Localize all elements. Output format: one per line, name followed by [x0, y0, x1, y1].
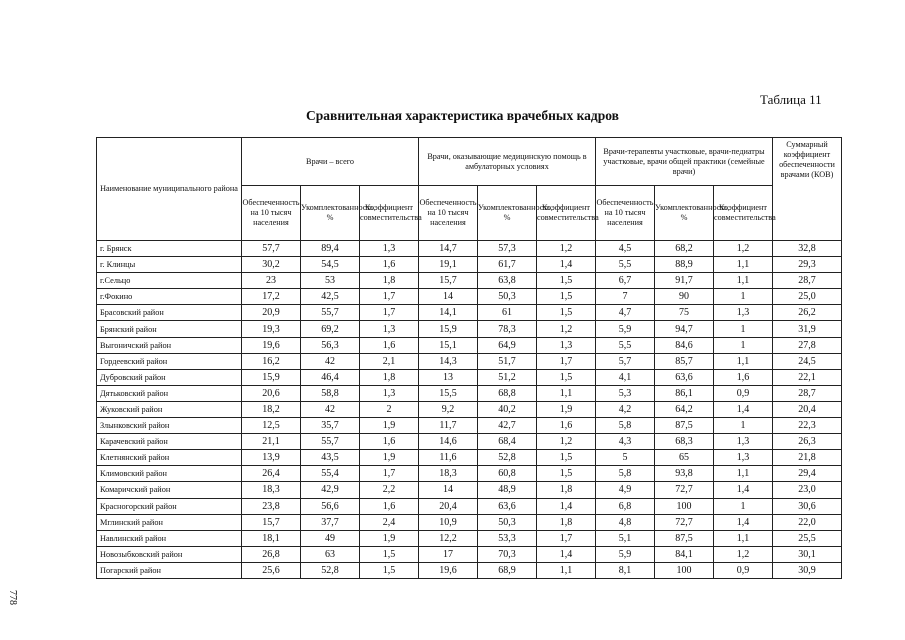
- value-cell: 1,9: [360, 450, 419, 466]
- value-cell: 1,8: [360, 369, 419, 385]
- value-cell: 90: [655, 289, 714, 305]
- value-cell: 37,7: [301, 514, 360, 530]
- value-cell: 57,7: [242, 241, 301, 257]
- district-name-cell: Жуковский район: [97, 401, 242, 417]
- value-cell: 23,8: [242, 498, 301, 514]
- value-cell: 6,8: [596, 498, 655, 514]
- value-cell: 2,4: [360, 514, 419, 530]
- value-cell: 89,4: [301, 241, 360, 257]
- value-cell: 1: [714, 418, 773, 434]
- value-cell: 1,2: [537, 434, 596, 450]
- district-name-cell: Брянский район: [97, 321, 242, 337]
- value-cell: 1,5: [537, 273, 596, 289]
- value-cell: 55,4: [301, 466, 360, 482]
- value-cell: 19,1: [419, 257, 478, 273]
- value-cell: 72,7: [655, 482, 714, 498]
- value-cell: 1,1: [714, 530, 773, 546]
- value-cell: 64,9: [478, 337, 537, 353]
- table-row: [97, 401, 842, 417]
- value-cell: 53: [301, 273, 360, 289]
- value-cell: 1,5: [537, 450, 596, 466]
- value-cell: 25,6: [242, 562, 301, 578]
- district-name-cell: Дубровский район: [97, 369, 242, 385]
- value-cell: 1,3: [714, 434, 773, 450]
- value-cell: 1,6: [360, 434, 419, 450]
- value-cell: 12,5: [242, 418, 301, 434]
- table-row: [97, 514, 842, 530]
- value-cell: 78,3: [478, 321, 537, 337]
- value-cell: 68,2: [655, 241, 714, 257]
- value-cell: 70,3: [478, 546, 537, 562]
- value-cell: 55,7: [301, 434, 360, 450]
- value-cell: 1,3: [360, 241, 419, 257]
- value-cell: 42,7: [478, 418, 537, 434]
- value-cell: 30,1: [773, 546, 842, 562]
- value-cell: 35,7: [301, 418, 360, 434]
- value-cell: 10,9: [419, 514, 478, 530]
- value-cell: 24,5: [773, 353, 842, 369]
- value-cell: 5,7: [596, 353, 655, 369]
- value-cell: 4,8: [596, 514, 655, 530]
- header-provision: Обеспеченность на 10 тысяч населения: [596, 186, 655, 241]
- table-row: [97, 257, 842, 273]
- value-cell: 93,8: [655, 466, 714, 482]
- table-row: [97, 305, 842, 321]
- value-cell: 22,3: [773, 418, 842, 434]
- value-cell: 5,5: [596, 257, 655, 273]
- value-cell: 65: [655, 450, 714, 466]
- table-body: [97, 241, 842, 579]
- value-cell: 14,1: [419, 305, 478, 321]
- value-cell: 19,6: [419, 562, 478, 578]
- value-cell: 4,1: [596, 369, 655, 385]
- district-name-cell: Злынковский район: [97, 418, 242, 434]
- value-cell: 8,1: [596, 562, 655, 578]
- value-cell: 15,5: [419, 385, 478, 401]
- value-cell: 1,1: [714, 466, 773, 482]
- value-cell: 1,1: [537, 562, 596, 578]
- table-row: [97, 353, 842, 369]
- value-cell: 86,1: [655, 385, 714, 401]
- value-cell: 48,9: [478, 482, 537, 498]
- district-name-cell: Гордеевский район: [97, 353, 242, 369]
- table-row: [97, 289, 842, 305]
- value-cell: 15,9: [242, 369, 301, 385]
- value-cell: 5,1: [596, 530, 655, 546]
- value-cell: 68,8: [478, 385, 537, 401]
- value-cell: 75: [655, 305, 714, 321]
- value-cell: 6,7: [596, 273, 655, 289]
- value-cell: 1,7: [537, 353, 596, 369]
- value-cell: 14,3: [419, 353, 478, 369]
- value-cell: 20,4: [773, 401, 842, 417]
- value-cell: 1: [714, 498, 773, 514]
- value-cell: 1,2: [537, 241, 596, 257]
- table-row: [97, 418, 842, 434]
- district-name-cell: Климовский район: [97, 466, 242, 482]
- value-cell: 1,4: [537, 257, 596, 273]
- value-cell: 27,8: [773, 337, 842, 353]
- district-name-cell: г. Клинцы: [97, 257, 242, 273]
- value-cell: 1,5: [537, 305, 596, 321]
- value-cell: 50,3: [478, 289, 537, 305]
- value-cell: 1,7: [360, 305, 419, 321]
- value-cell: 1,5: [537, 466, 596, 482]
- header-group-all-doctors: Врачи – всего: [242, 138, 419, 186]
- district-name-cell: Дятьковский район: [97, 385, 242, 401]
- value-cell: 18,3: [419, 466, 478, 482]
- page-number: 778: [7, 590, 18, 605]
- table-row: [97, 385, 842, 401]
- value-cell: 68,3: [655, 434, 714, 450]
- value-cell: 72,7: [655, 514, 714, 530]
- value-cell: 69,2: [301, 321, 360, 337]
- value-cell: 1,3: [360, 385, 419, 401]
- value-cell: 51,7: [478, 353, 537, 369]
- table-row: [97, 466, 842, 482]
- value-cell: 52,8: [478, 450, 537, 466]
- value-cell: 4,7: [596, 305, 655, 321]
- value-cell: 1,5: [360, 562, 419, 578]
- value-cell: 26,3: [773, 434, 842, 450]
- value-cell: 30,9: [773, 562, 842, 578]
- value-cell: 42,5: [301, 289, 360, 305]
- value-cell: 56,6: [301, 498, 360, 514]
- value-cell: 87,5: [655, 418, 714, 434]
- value-cell: 58,8: [301, 385, 360, 401]
- table-row: [97, 273, 842, 289]
- header-coefficient: Коэффициент совместительства: [360, 186, 419, 241]
- header-staffing: Укомплектованность, %: [655, 186, 714, 241]
- value-cell: 1: [714, 289, 773, 305]
- table-row: [97, 498, 842, 514]
- table-row: [97, 482, 842, 498]
- table-row: [97, 450, 842, 466]
- value-cell: 42,9: [301, 482, 360, 498]
- value-cell: 1,3: [360, 321, 419, 337]
- value-cell: 61,7: [478, 257, 537, 273]
- value-cell: 40,2: [478, 401, 537, 417]
- header-provision: Обеспеченность на 10 тысяч населения: [419, 186, 478, 241]
- value-cell: 1,4: [714, 482, 773, 498]
- value-cell: 53,3: [478, 530, 537, 546]
- district-name-cell: Новозыбковский район: [97, 546, 242, 562]
- value-cell: 1,9: [360, 530, 419, 546]
- value-cell: 17: [419, 546, 478, 562]
- value-cell: 26,2: [773, 305, 842, 321]
- district-name-cell: г.Фокино: [97, 289, 242, 305]
- value-cell: 55,7: [301, 305, 360, 321]
- value-cell: 5,5: [596, 337, 655, 353]
- value-cell: 56,3: [301, 337, 360, 353]
- value-cell: 1,9: [360, 418, 419, 434]
- value-cell: 2: [360, 401, 419, 417]
- value-cell: 15,9: [419, 321, 478, 337]
- value-cell: 1,3: [714, 450, 773, 466]
- value-cell: 17,2: [242, 289, 301, 305]
- value-cell: 100: [655, 562, 714, 578]
- value-cell: 14,7: [419, 241, 478, 257]
- value-cell: 18,2: [242, 401, 301, 417]
- value-cell: 94,7: [655, 321, 714, 337]
- value-cell: 20,4: [419, 498, 478, 514]
- value-cell: 46,4: [301, 369, 360, 385]
- district-name-cell: г. Брянск: [97, 241, 242, 257]
- value-cell: 91,7: [655, 273, 714, 289]
- value-cell: 100: [655, 498, 714, 514]
- value-cell: 1,1: [714, 353, 773, 369]
- value-cell: 50,3: [478, 514, 537, 530]
- value-cell: 64,2: [655, 401, 714, 417]
- value-cell: 61: [478, 305, 537, 321]
- value-cell: 51,2: [478, 369, 537, 385]
- table-row: [97, 434, 842, 450]
- value-cell: 68,9: [478, 562, 537, 578]
- document-title: Сравнительная характеристика врачебных кадров: [306, 108, 619, 123]
- value-cell: 11,7: [419, 418, 478, 434]
- value-cell: 1,8: [537, 514, 596, 530]
- value-cell: 43,5: [301, 450, 360, 466]
- value-cell: 88,9: [655, 257, 714, 273]
- value-cell: 49: [301, 530, 360, 546]
- value-cell: 2,2: [360, 482, 419, 498]
- value-cell: 5,8: [596, 466, 655, 482]
- value-cell: 31,9: [773, 321, 842, 337]
- district-name-cell: г.Сельцо: [97, 273, 242, 289]
- value-cell: 1,7: [360, 466, 419, 482]
- value-cell: 5,9: [596, 321, 655, 337]
- value-cell: 1,1: [714, 273, 773, 289]
- value-cell: 1,4: [714, 401, 773, 417]
- value-cell: 1,8: [537, 482, 596, 498]
- value-cell: 0,9: [714, 562, 773, 578]
- district-name-cell: Брасовский район: [97, 305, 242, 321]
- district-name-cell: Карачевский район: [97, 434, 242, 450]
- value-cell: 4,3: [596, 434, 655, 450]
- value-cell: 5,3: [596, 385, 655, 401]
- table-number-label: Таблица 11: [760, 92, 822, 107]
- district-name-cell: Навлинский район: [97, 530, 242, 546]
- value-cell: 42: [301, 401, 360, 417]
- district-name-cell: Мглинский район: [97, 514, 242, 530]
- value-cell: 1,1: [714, 257, 773, 273]
- value-cell: 1,5: [537, 289, 596, 305]
- value-cell: 63,8: [478, 273, 537, 289]
- value-cell: 4,2: [596, 401, 655, 417]
- value-cell: 28,7: [773, 385, 842, 401]
- value-cell: 63,6: [478, 498, 537, 514]
- table-row: [97, 369, 842, 385]
- value-cell: 1,2: [714, 546, 773, 562]
- value-cell: 13: [419, 369, 478, 385]
- table-row: [97, 530, 842, 546]
- table-row: [97, 337, 842, 353]
- value-cell: 84,1: [655, 546, 714, 562]
- value-cell: 1,9: [537, 401, 596, 417]
- value-cell: 1,6: [360, 257, 419, 273]
- value-cell: 42: [301, 353, 360, 369]
- value-cell: 25,5: [773, 530, 842, 546]
- value-cell: 2,1: [360, 353, 419, 369]
- value-cell: 4,5: [596, 241, 655, 257]
- value-cell: 84,6: [655, 337, 714, 353]
- value-cell: 1: [714, 321, 773, 337]
- value-cell: 20,9: [242, 305, 301, 321]
- value-cell: 1: [714, 337, 773, 353]
- header-group-ambulatory: Врачи, оказывающие медицинскую помощь в амбулаторных условиях: [419, 138, 596, 186]
- value-cell: 11,6: [419, 450, 478, 466]
- table-row: [97, 546, 842, 562]
- value-cell: 54,5: [301, 257, 360, 273]
- value-cell: 63,6: [655, 369, 714, 385]
- value-cell: 1,6: [714, 369, 773, 385]
- value-cell: 29,4: [773, 466, 842, 482]
- value-cell: 57,3: [478, 241, 537, 257]
- header-group-therapists: Врачи-терапевты участковые, врачи-педиатры участковые, врачи общей практики (семейные врачи): [596, 138, 773, 186]
- value-cell: 26,8: [242, 546, 301, 562]
- table-row: [97, 321, 842, 337]
- value-cell: 1,4: [714, 514, 773, 530]
- value-cell: 26,4: [242, 466, 301, 482]
- value-cell: 1,7: [537, 530, 596, 546]
- district-name-cell: Клетнянский район: [97, 450, 242, 466]
- value-cell: 1,5: [360, 546, 419, 562]
- value-cell: 16,2: [242, 353, 301, 369]
- value-cell: 1,6: [537, 418, 596, 434]
- value-cell: 29,3: [773, 257, 842, 273]
- value-cell: 1,8: [360, 273, 419, 289]
- value-cell: 14: [419, 289, 478, 305]
- value-cell: 85,7: [655, 353, 714, 369]
- value-cell: 60,8: [478, 466, 537, 482]
- value-cell: 9,2: [419, 401, 478, 417]
- value-cell: 20,6: [242, 385, 301, 401]
- value-cell: 18,3: [242, 482, 301, 498]
- value-cell: 13,9: [242, 450, 301, 466]
- table-row: [97, 241, 842, 257]
- value-cell: 1,7: [360, 289, 419, 305]
- header-district: Наименование муниципального района: [97, 138, 242, 241]
- value-cell: 1,6: [360, 498, 419, 514]
- value-cell: 1,5: [537, 369, 596, 385]
- value-cell: 1,2: [537, 321, 596, 337]
- table-row: [97, 562, 842, 578]
- doctors-comparison-table: [96, 137, 842, 579]
- value-cell: 1,3: [537, 337, 596, 353]
- value-cell: 14,6: [419, 434, 478, 450]
- value-cell: 1,4: [537, 498, 596, 514]
- value-cell: 68,4: [478, 434, 537, 450]
- header-staffing: Укомплектованность, %: [301, 186, 360, 241]
- value-cell: 25,0: [773, 289, 842, 305]
- value-cell: 19,6: [242, 337, 301, 353]
- value-cell: 15,7: [419, 273, 478, 289]
- value-cell: 63: [301, 546, 360, 562]
- value-cell: 30,6: [773, 498, 842, 514]
- value-cell: 15,1: [419, 337, 478, 353]
- value-cell: 52,8: [301, 562, 360, 578]
- value-cell: 1,3: [714, 305, 773, 321]
- value-cell: 7: [596, 289, 655, 305]
- value-cell: 18,1: [242, 530, 301, 546]
- header-provision: Обеспеченность на 10 тысяч населения: [242, 186, 301, 241]
- district-name-cell: Выгоничский район: [97, 337, 242, 353]
- district-name-cell: Комаричский район: [97, 482, 242, 498]
- value-cell: 15,7: [242, 514, 301, 530]
- value-cell: 21,8: [773, 450, 842, 466]
- header-coefficient: Коэффициент совместительства: [714, 186, 773, 241]
- value-cell: 22,1: [773, 369, 842, 385]
- value-cell: 21,1: [242, 434, 301, 450]
- value-cell: 14: [419, 482, 478, 498]
- value-cell: 5: [596, 450, 655, 466]
- value-cell: 23: [242, 273, 301, 289]
- value-cell: 23,0: [773, 482, 842, 498]
- value-cell: 22,0: [773, 514, 842, 530]
- district-name-cell: Погарский район: [97, 562, 242, 578]
- value-cell: 1,4: [537, 546, 596, 562]
- value-cell: 12,2: [419, 530, 478, 546]
- header-staffing: Укомплектованность, %: [478, 186, 537, 241]
- district-name-cell: Красногорский район: [97, 498, 242, 514]
- value-cell: 28,7: [773, 273, 842, 289]
- value-cell: 4,9: [596, 482, 655, 498]
- value-cell: 0,9: [714, 385, 773, 401]
- value-cell: 5,8: [596, 418, 655, 434]
- value-cell: 5,9: [596, 546, 655, 562]
- value-cell: 1,6: [360, 337, 419, 353]
- value-cell: 30,2: [242, 257, 301, 273]
- value-cell: 1,2: [714, 241, 773, 257]
- header-kov: Суммарный коэффициент обеспеченности врачами (КОВ): [773, 138, 842, 241]
- value-cell: 87,5: [655, 530, 714, 546]
- header-coefficient: Коэффициент совместительства: [537, 186, 596, 241]
- value-cell: 32,8: [773, 241, 842, 257]
- value-cell: 19,3: [242, 321, 301, 337]
- value-cell: 1,1: [537, 385, 596, 401]
